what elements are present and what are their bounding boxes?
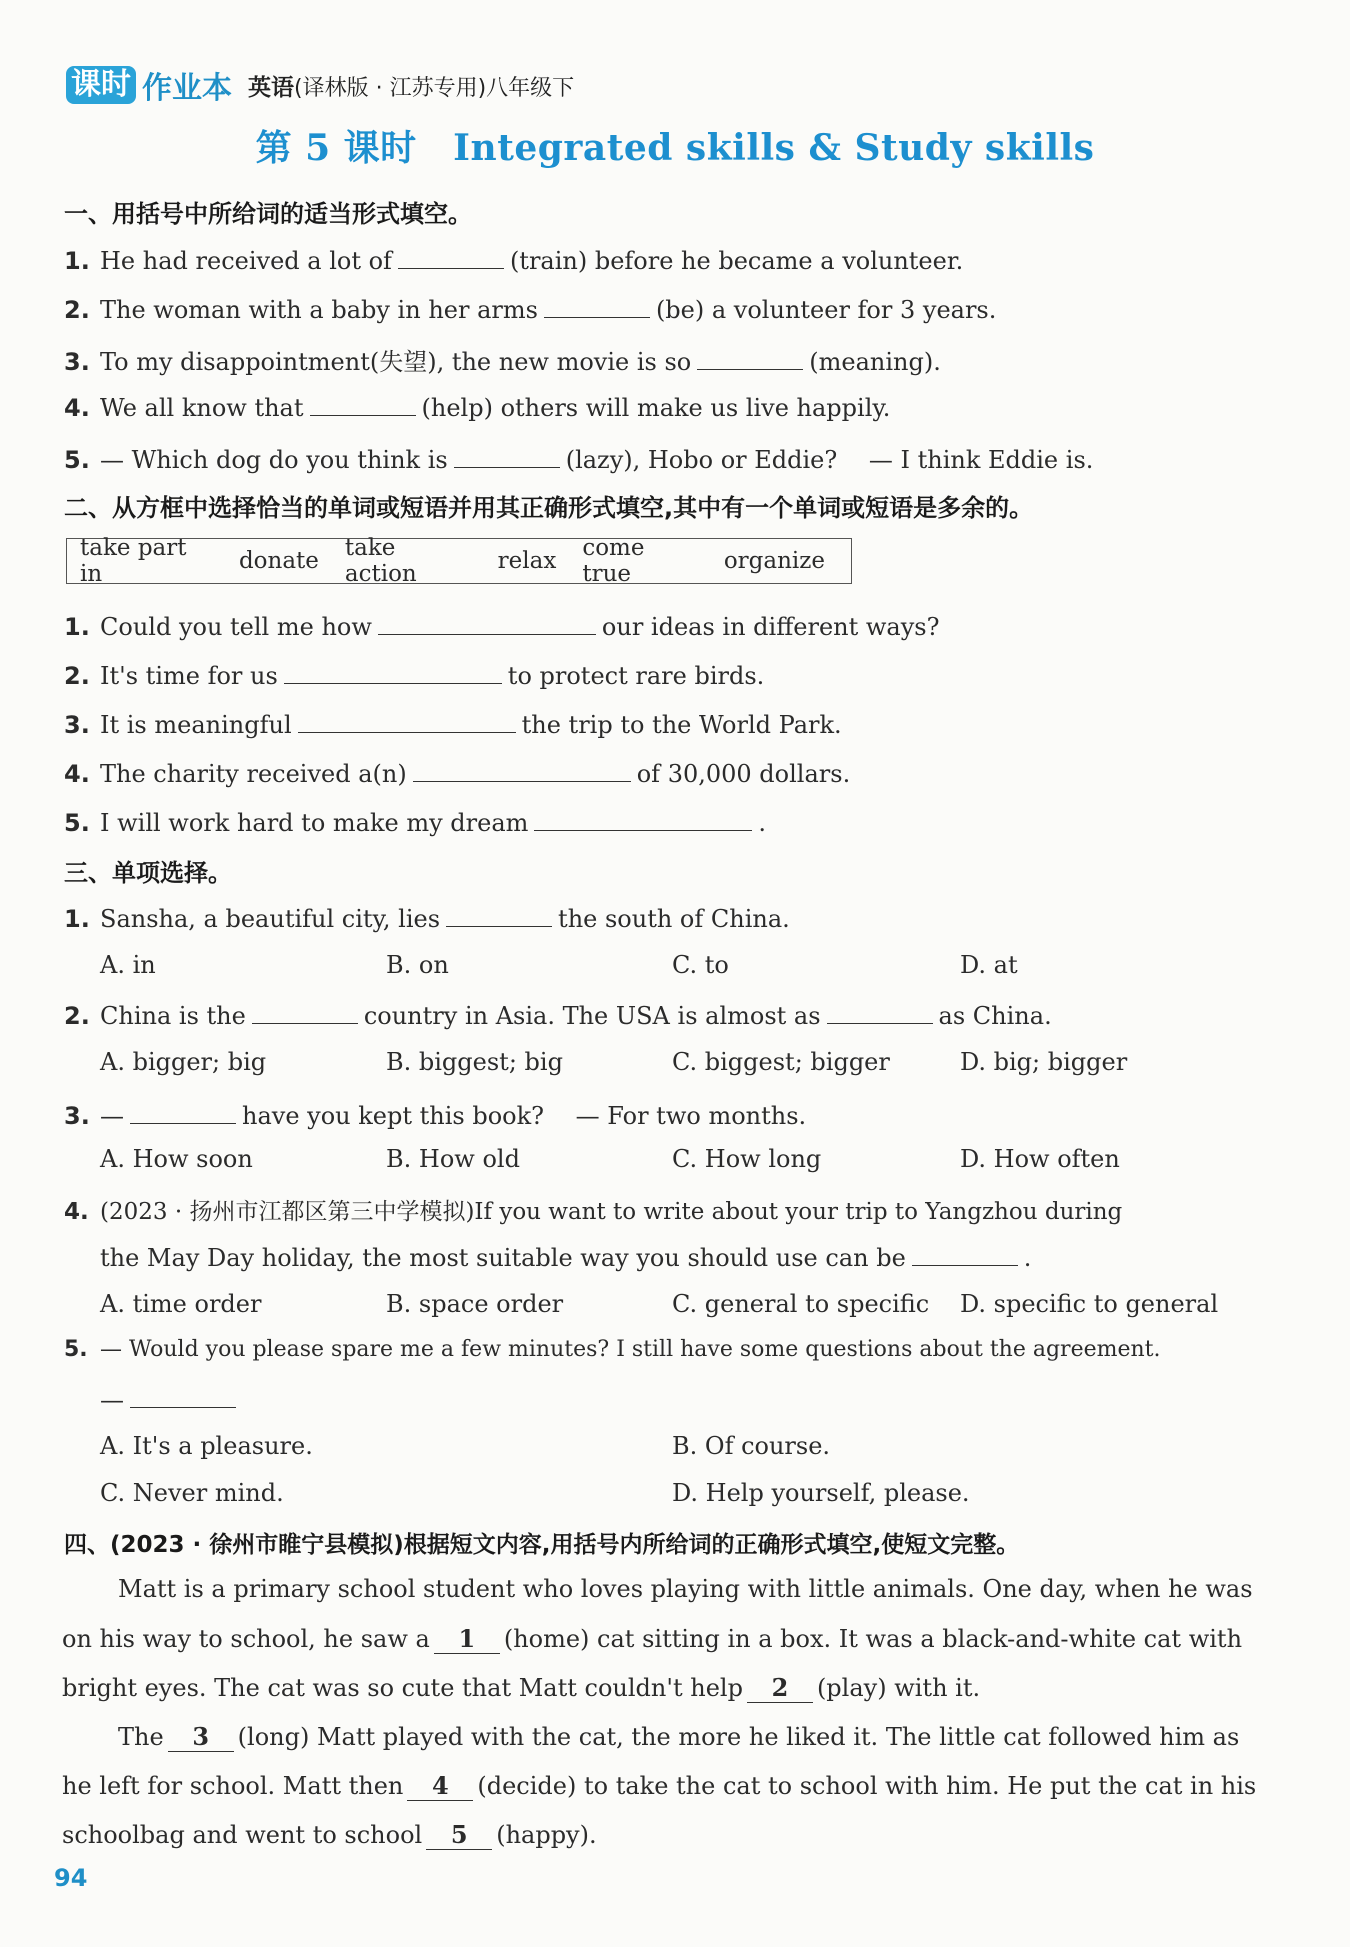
option-a[interactable]: A. bigger; big bbox=[100, 1048, 267, 1076]
word-option: donate bbox=[238, 548, 319, 574]
answer-blank[interactable] bbox=[284, 659, 502, 684]
section2-heading: 二、从方框中选择恰当的单词或短语并用其正确形式填空,其中有一个单词或短语是多余的。 bbox=[64, 494, 1034, 522]
s1-item-3: 3. To my disappointment(失望), the new movie is so (meaning). bbox=[64, 342, 941, 377]
answer-blank[interactable] bbox=[398, 244, 504, 269]
s3-question-1: 1. Sansha, a beautiful city, lies the south of China. bbox=[64, 902, 790, 933]
passage-line: Matt is a primary school student who loves playing with little animals. One day, when he was bbox=[118, 1575, 1253, 1603]
answer-blank[interactable] bbox=[544, 293, 650, 318]
passage-line: he left for school. Matt then 4 (decide) to take the cat to school with him. He put the cat in his bbox=[62, 1771, 1257, 1800]
option-b[interactable]: B. on bbox=[386, 951, 449, 979]
lesson-title: 第 5 课时 Integrated skills & Study skills bbox=[255, 127, 1095, 169]
word-option: take action bbox=[344, 535, 417, 587]
option-c[interactable]: C. general to specific bbox=[672, 1290, 930, 1318]
option-a[interactable]: A. How soon bbox=[100, 1145, 253, 1173]
page-number: 94 bbox=[54, 1864, 88, 1892]
s1-item-5: 5. — Which dog do you think is (lazy), Hobo or Eddie? — I think Eddie is. bbox=[64, 440, 1093, 475]
option-c[interactable]: C. biggest; bigger bbox=[672, 1048, 890, 1076]
s2-item-2: 2. It's time for us to protect rare birds. bbox=[64, 659, 764, 690]
option-a[interactable]: A. in bbox=[100, 951, 156, 979]
s2-item-5: 5. I will work hard to make my dream . bbox=[64, 806, 766, 837]
s3-question-4: 4. (2023 · 扬州市江都区第三中学模拟)If you want to write about your trip to Yangzhou during bbox=[64, 1199, 1123, 1225]
s1-item-4: 4. We all know that (help) others will make us live happily. bbox=[64, 391, 890, 422]
word-box bbox=[66, 535, 852, 587]
option-b[interactable]: B. How old bbox=[386, 1145, 520, 1173]
section3-heading: 三、单项选择。 bbox=[64, 859, 232, 887]
option-a[interactable]: A. It's a pleasure. bbox=[100, 1432, 313, 1460]
answer-blank[interactable] bbox=[697, 345, 803, 370]
s3-question-5: 5. — Would you please spare me a few minutes? I still have some questions about the agreement. bbox=[64, 1337, 1161, 1362]
option-d[interactable]: D. How often bbox=[960, 1145, 1120, 1173]
option-d[interactable]: D. big; bigger bbox=[960, 1048, 1128, 1076]
option-d[interactable]: D. at bbox=[960, 951, 1018, 979]
option-c[interactable]: C. to bbox=[672, 951, 729, 979]
answer-blank[interactable] bbox=[912, 1241, 1018, 1266]
passage-blank[interactable]: 2 bbox=[747, 1673, 813, 1703]
subject: 英语 bbox=[248, 74, 294, 101]
s3-question-2: 2. China is the country in Asia. The USA is almost as as China. bbox=[64, 999, 1052, 1030]
answer-blank[interactable] bbox=[378, 610, 596, 635]
answer-blank[interactable] bbox=[454, 443, 560, 468]
s3-question-4-cont: the May Day holiday, the most suitable way you should use can be . bbox=[100, 1241, 1031, 1272]
logo-text: 作业本 bbox=[142, 71, 232, 106]
option-b[interactable]: B. biggest; big bbox=[386, 1048, 563, 1076]
answer-blank[interactable] bbox=[534, 806, 752, 831]
section1-heading: 一、用括号中所给词的适当形式填空。 bbox=[64, 200, 472, 228]
answer-blank[interactable] bbox=[252, 999, 358, 1024]
passage-line: The 3 (long) Matt played with the cat, the more he liked it. The little cat followed him as bbox=[118, 1722, 1240, 1751]
s2-item-3: 3. It is meaningful the trip to the World Park. bbox=[64, 708, 842, 739]
passage-blank[interactable]: 5 bbox=[426, 1820, 492, 1850]
s3-question-5-answer: — bbox=[100, 1383, 242, 1414]
passage-line: schoolbag and went to school 5 (happy). bbox=[62, 1820, 597, 1849]
logo-chip: 课时 bbox=[66, 66, 136, 104]
answer-blank[interactable] bbox=[130, 1383, 236, 1408]
option-c[interactable]: C. Never mind. bbox=[100, 1479, 284, 1507]
option-d[interactable]: D. specific to general bbox=[960, 1290, 1219, 1318]
passage-blank[interactable]: 4 bbox=[407, 1771, 473, 1801]
answer-blank[interactable] bbox=[827, 999, 933, 1024]
passage-blank[interactable]: 3 bbox=[168, 1722, 234, 1752]
word-option: relax bbox=[497, 548, 557, 574]
header-subtitle bbox=[248, 69, 574, 102]
s3-question-3: 3. — have you kept this book? — For two months. bbox=[64, 1096, 806, 1131]
passage-line: bright eyes. The cat was so cute that Matt couldn't help 2 (play) with it. bbox=[62, 1673, 981, 1702]
passage-line: on his way to school, he saw a 1 (home) cat sitting in a box. It was a black-and-white cat with bbox=[62, 1624, 1243, 1653]
edition: (译林版 · 江苏专用)八年级下 bbox=[294, 75, 575, 101]
answer-blank[interactable] bbox=[446, 902, 552, 927]
option-b[interactable]: B. Of course. bbox=[672, 1432, 831, 1460]
answer-blank[interactable] bbox=[130, 1099, 236, 1124]
s1-item-1: 1. He had received a lot of (train) before he became a volunteer. bbox=[64, 244, 963, 275]
option-c[interactable]: C. How long bbox=[672, 1145, 822, 1173]
word-option: organize bbox=[723, 548, 825, 574]
answer-blank[interactable] bbox=[298, 708, 516, 733]
option-a[interactable]: A. time order bbox=[100, 1290, 262, 1318]
word-option: take part in bbox=[80, 535, 187, 587]
answer-blank[interactable] bbox=[310, 391, 416, 416]
option-b[interactable]: B. space order bbox=[386, 1290, 564, 1318]
passage-blank[interactable]: 1 bbox=[434, 1624, 500, 1654]
section4-heading: 四、(2023 · 徐州市睢宁县模拟)根据短文内容,用括号内所给词的正确形式填空,使短文完整。 bbox=[64, 1532, 1020, 1558]
header bbox=[66, 62, 574, 108]
word-option: come true bbox=[582, 535, 645, 587]
s2-item-1: 1. Could you tell me how our ideas in different ways? bbox=[64, 610, 939, 641]
option-d[interactable]: D. Help yourself, please. bbox=[672, 1479, 970, 1507]
answer-blank[interactable] bbox=[413, 757, 631, 782]
s2-item-4: 4. The charity received a(n) of 30,000 dollars. bbox=[64, 757, 850, 788]
s1-item-2: 2. The woman with a baby in her arms (be) a volunteer for 3 years. bbox=[64, 293, 996, 324]
logo bbox=[66, 63, 232, 107]
